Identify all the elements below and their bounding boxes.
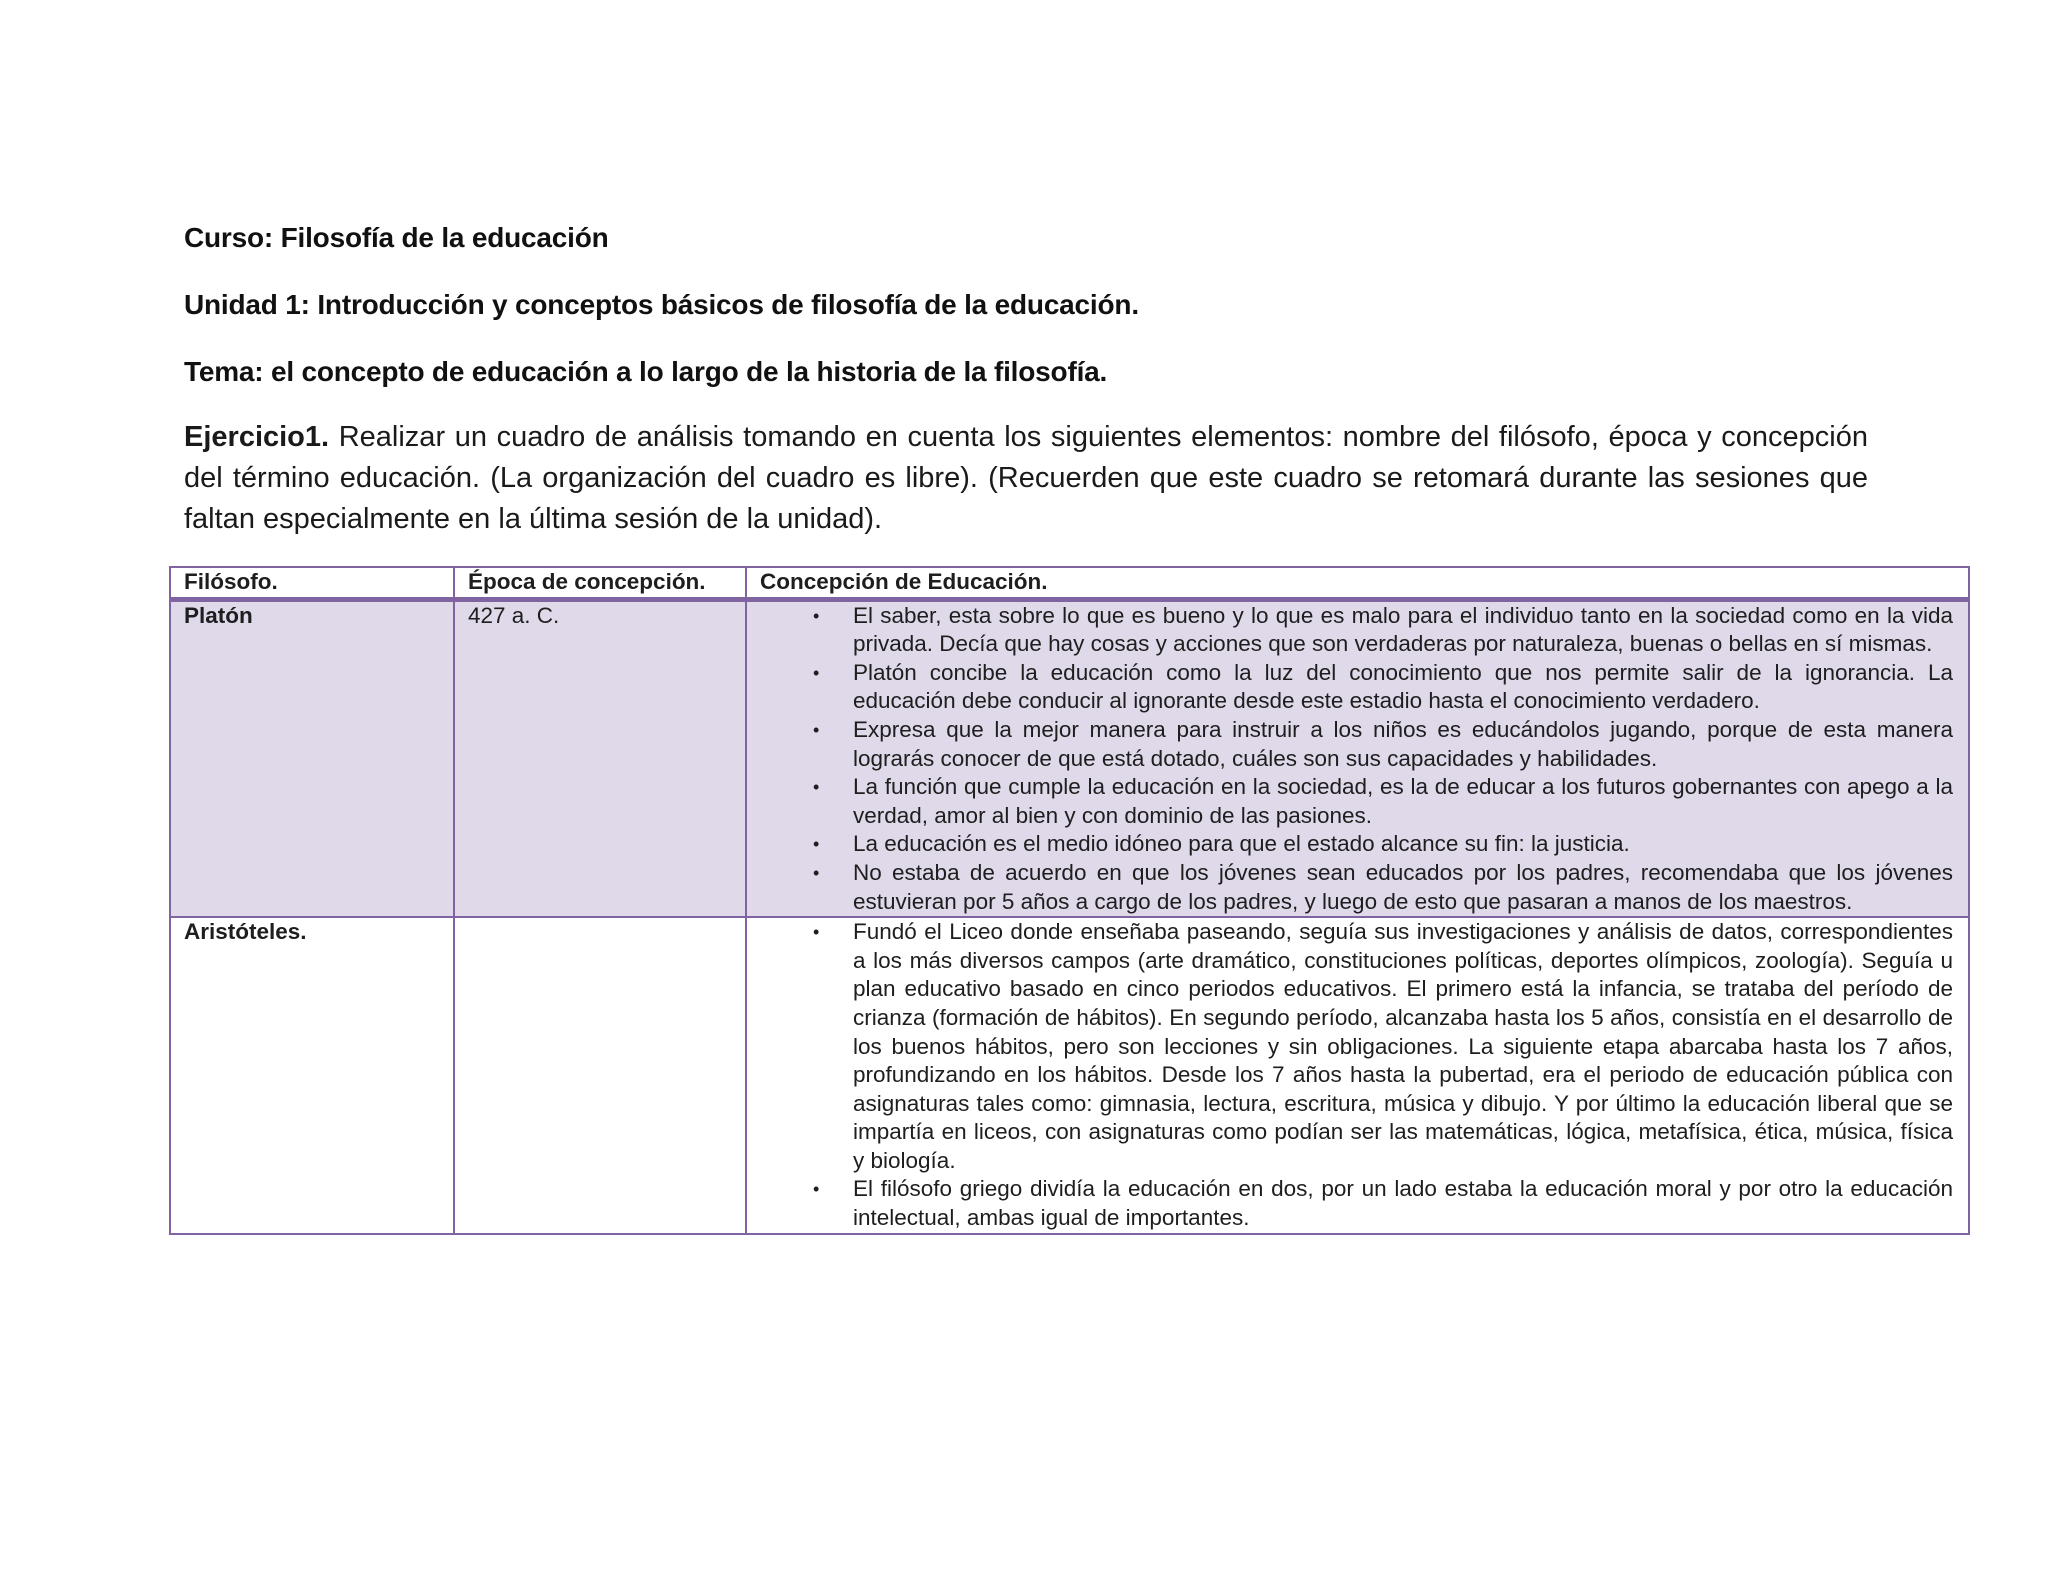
bullet-icon: • [813, 1179, 820, 1200]
list-item [813, 830, 1953, 859]
concept-text: El filósofo griego dividía la educación en dos, por un lado estaba la educación moral y por otro la educación intelectual, ambas igual de importantes. [853, 1176, 1953, 1231]
header-conception: Concepción de Educación. [746, 567, 1969, 599]
bullet-icon: • [813, 662, 820, 683]
table-header-row [170, 567, 1969, 599]
philosopher-name: Aristóteles. [170, 917, 454, 1234]
bullet-icon: • [813, 777, 820, 798]
list-item [813, 773, 1953, 830]
table-row [170, 917, 1969, 1234]
list-item [813, 1175, 1953, 1232]
concept-text: La función que cumple la educación en la sociedad, es la de educar a los futuros gobernantes con apego a la verdad, amor al bien y con dominio de las pasiones. [853, 774, 1953, 828]
concept-text: Expresa que la mejor manera para instruir a los niños es educándolos jugando, porque de esta manera lograrás conocer de que está dotado, cuáles son sus capacidades y habilidades. [853, 716, 1953, 771]
concept-list [760, 918, 1955, 1233]
analysis-table [169, 566, 1970, 1235]
philosopher-name: Platón [170, 599, 454, 917]
bullet-icon: • [813, 922, 820, 943]
concept-text: Fundó el Liceo donde enseñaba paseando, seguía sus investigaciones y análisis de datos, correspondientes a los más diversos campos (arte dramático, constituciones políticas, deportes olímpicos, zoología). Seguía u plan educativo basado en cinco periodos educativos. El primero está la infancia, se trataba del período de crianza (formación de hábitos). En segundo período, alcanzaba hasta los 5 años, consistía en el desarrollo de los buenos hábitos, pero son lecciones y sin obligaciones. La siguiente etapa abarcaba hasta los 7 años, profundizando en los hábitos. Desde los 7 años hasta la pubertad, era el periodo de educación pública con asignaturas tales como: gimnasia, lectura, escritura, música y dibujo. Y por último la educación liberal que se impartía en liceos, con asignaturas como podían ser las matemáticas, lógica, metafísica, ética, música, física y biología. [853, 919, 1953, 1173]
concept-text: No estaba de acuerdo en que los jóvenes sean educados por los padres, recomendaba que los jóvenes estuvieran por 5 años a cargo de los padres, y luego de esto que pasaran a manos de los maestros. [853, 859, 1953, 914]
concept-text: La educación es el medio idóneo para que el estado alcance su fin: la justicia. [853, 831, 1630, 857]
conception-cell [746, 917, 1969, 1234]
header-philosopher: Filósofo. [170, 567, 454, 599]
table-row [170, 599, 1969, 917]
header-epoch: Época de concepción. [454, 567, 746, 599]
exercise-label: Ejercicio1. [184, 421, 330, 453]
bullet-icon: • [813, 862, 820, 883]
conception-cell [746, 599, 1969, 917]
bullet-icon: • [813, 605, 820, 626]
list-item [813, 602, 1953, 659]
list-item [813, 859, 1953, 916]
course-heading: Curso: Filosofía de la educación [184, 222, 609, 253]
concept-text: Platón concibe la educación como la luz del conocimiento que nos permite salir de la ignorancia. La educación debe conducir al ignorante desde este estadio hasta el conocimiento verdadero. [853, 659, 1953, 714]
unit-heading: Unidad 1: Introducción y conceptos básicos de filosofía de la educación. [184, 289, 1139, 320]
list-item [813, 659, 1953, 716]
exercise-text: Realizar un cuadro de análisis tomando en cuenta los siguientes elementos: nombre del filósofo, época y concepción del término educación. (La organización del cuadro es libre). (Recuerden que este cuadro se retomará durante las sesiones que faltan especialmente en la última sesión de la unidad). [184, 421, 1868, 535]
list-item [813, 918, 1953, 1175]
concept-text: El saber, esta sobre lo que es bueno y lo que es malo para el individuo tanto en la sociedad como en la vida privada. Decía que hay cosas y acciones que son verdaderas por naturaleza, buenas o bellas en sí mismas. [853, 602, 1953, 657]
concept-list [760, 602, 1955, 917]
topic-heading: Tema: el concepto de educación a lo largo de la historia de la filosofía. [184, 356, 1108, 387]
philosopher-epoch: 427 a. C. [454, 599, 746, 917]
list-item [813, 716, 1953, 773]
bullet-icon: • [813, 834, 820, 855]
philosopher-epoch [454, 917, 746, 1234]
bullet-icon: • [813, 719, 820, 740]
exercise-instructions [184, 417, 1868, 540]
